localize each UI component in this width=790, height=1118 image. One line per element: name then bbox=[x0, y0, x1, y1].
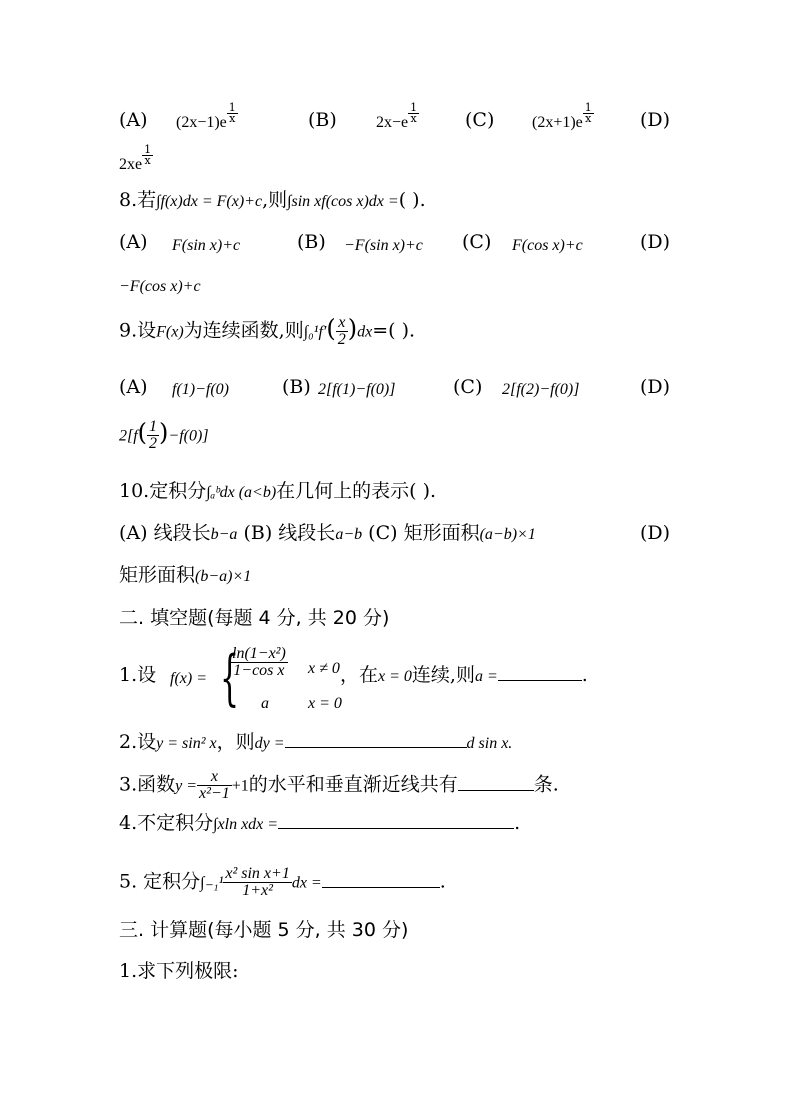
s2-q2-expr: y = sin² x bbox=[156, 735, 217, 752]
s2-q1-case1-fraction: $\frac{\text{ln(1−x²)}}{\text{1−cos x}}$ bbox=[232, 645, 286, 679]
q9-option-b-label: (B) bbox=[282, 376, 311, 398]
q9-lparen: ( bbox=[326, 314, 336, 343]
s2-q4-blank[interactable] bbox=[278, 812, 514, 829]
s2-q1-fx-label: f(x) = bbox=[170, 670, 207, 687]
q10-question bbox=[119, 480, 436, 504]
s2-q3-number: 3.函数 bbox=[119, 773, 176, 796]
s2-q5-integral: ∫₋₁¹ bbox=[200, 874, 224, 892]
q9-number: 9.设 bbox=[119, 319, 157, 342]
s2-q4-expr: ∫xln xdx = bbox=[213, 816, 279, 833]
s2-q1-end: . bbox=[581, 664, 588, 686]
q10-option-b-math: a−b bbox=[335, 526, 363, 543]
s2-q1-case2-cond-text: x = 0 bbox=[308, 695, 342, 712]
s2-q1-text: 连续,则 bbox=[411, 664, 475, 686]
q7-option-d-expr: 2xe bbox=[119, 156, 143, 173]
q8-option-b-label: (B) bbox=[297, 231, 326, 253]
q9-option-d bbox=[119, 419, 209, 452]
s2-q3-fraction: $\frac{x}{\text{x²−1}}$ bbox=[199, 768, 230, 802]
q7-option-d-label: (D) bbox=[640, 109, 671, 131]
s2-q1-number: 1.设 bbox=[119, 664, 157, 686]
q7-option-d bbox=[119, 142, 153, 176]
q9-function: F(x) bbox=[156, 323, 184, 341]
s2-q1-tail bbox=[340, 664, 588, 688]
q7-option-a-exp: $\frac{1}{x}$ bbox=[228, 100, 236, 125]
q9-fraction: $\frac{x}{2}$ bbox=[337, 314, 346, 348]
s2-q2-number: 2.设 bbox=[119, 731, 157, 753]
section2-heading: 二. 填空题(每题 4 分, 共 20 分) bbox=[119, 607, 390, 629]
q9-rparen: ) bbox=[347, 314, 358, 343]
q9-option-d-lparen: ( bbox=[137, 418, 148, 447]
q7-option-a-label: (A) bbox=[119, 109, 148, 131]
s2-q3-end: 条. bbox=[533, 773, 559, 796]
q10-option-b-label: (B) bbox=[243, 522, 273, 544]
s2-q1-case2-cond bbox=[308, 691, 342, 715]
q8-question bbox=[119, 189, 426, 213]
q9-option-d-fraction: $\frac{1}{2}$ bbox=[149, 418, 158, 452]
q8-tail: ( ). bbox=[398, 189, 426, 211]
s2-q2-end: d sin x. bbox=[466, 735, 513, 752]
q7-option-a-expr: (2x−1)e bbox=[176, 114, 227, 131]
q8-option-a-expr: F(sin x)+c bbox=[172, 237, 241, 254]
q7-option-c-label: (C) bbox=[465, 109, 495, 131]
s2-q5-end: . bbox=[439, 870, 446, 893]
q10-option-b-text: 线段长 bbox=[278, 522, 336, 544]
s2-q1-cont-point: x = 0 bbox=[378, 668, 412, 685]
s2-q1-a: a = bbox=[474, 668, 498, 685]
q8-option-c bbox=[512, 233, 583, 257]
q8-option-b bbox=[344, 233, 423, 257]
q10-expression: ∫ₐᵇdx (a<b) bbox=[206, 484, 277, 501]
q8-option-c-expr: F(cos x)+c bbox=[512, 237, 583, 254]
q10-option-a-math: b−a bbox=[210, 526, 238, 543]
q8-option-a bbox=[172, 233, 240, 257]
s2-q2-mid: ，则 bbox=[216, 731, 255, 753]
q8-number: 8.若 bbox=[119, 189, 157, 211]
q10-option-d bbox=[119, 564, 251, 588]
q7-option-c bbox=[532, 100, 594, 134]
s2-q1-brace: { bbox=[220, 643, 240, 713]
q9-text: 为连续函数,则 bbox=[183, 319, 304, 342]
q7-option-b bbox=[376, 100, 419, 134]
q8-option-d bbox=[119, 274, 201, 298]
s2-q1-fx bbox=[170, 666, 207, 690]
s2-q3-text: 的水平和垂直渐近线共有 bbox=[248, 773, 458, 796]
s2-q4-end: . bbox=[514, 812, 521, 834]
q9-dx: dx bbox=[357, 323, 373, 341]
q7-option-c-expr: (2x+1)e bbox=[532, 114, 583, 131]
q7-option-a bbox=[176, 100, 238, 134]
s3-q1: 1.求下列极限: bbox=[119, 960, 239, 982]
q9-option-a-label: (A) bbox=[119, 376, 148, 398]
s2-q1-case1-cond bbox=[308, 656, 340, 680]
s2-q3 bbox=[119, 769, 559, 802]
q10-option-a-text: 线段长 bbox=[153, 522, 211, 544]
s2-q5-fraction: $\frac{\text{x² sin x+1}}{\text{1+x²}}$ bbox=[225, 865, 290, 899]
q10-option-d-text: 矩形面积 bbox=[119, 564, 196, 586]
q9-option-d-label: (D) bbox=[640, 376, 671, 398]
s2-q2-blank[interactable] bbox=[285, 731, 467, 748]
q9-option-c-expr: 2[f(2)−f(0)] bbox=[502, 381, 580, 398]
q9-option-a bbox=[172, 377, 229, 401]
s2-q3-plus: +1 bbox=[231, 777, 249, 795]
q8-option-a-label: (A) bbox=[119, 231, 148, 253]
s2-q4-number: 4.不定积分 bbox=[119, 812, 214, 834]
q10-option-d-math: (b−a)×1 bbox=[195, 568, 252, 585]
s2-q4 bbox=[119, 812, 520, 836]
s2-q1-prefix bbox=[119, 664, 156, 686]
s2-q1-blank[interactable] bbox=[498, 664, 582, 681]
s2-q5-blank[interactable] bbox=[322, 871, 440, 888]
q8-option-d-expr: −F(cos x)+c bbox=[119, 278, 201, 295]
q7-option-d-exp: $\frac{1}{x}$ bbox=[144, 142, 152, 167]
q10-option-d-label: (D) bbox=[640, 522, 671, 544]
q8-option-b-expr: −F(sin x)+c bbox=[344, 237, 423, 254]
q9-integral: ∫₀¹f′ bbox=[303, 323, 327, 341]
s2-q2-dy: dy = bbox=[254, 735, 285, 752]
q8-condition: ∫f(x)dx = F(x)+c bbox=[156, 193, 263, 210]
q9-question bbox=[119, 315, 415, 348]
q10-text: 在几何上的表示( ). bbox=[276, 480, 437, 502]
s2-q1-case1-cond-text: x ≠ 0 bbox=[308, 660, 340, 677]
q9-option-d-pre: 2[f bbox=[119, 427, 138, 445]
q10-option-a-label: (A) bbox=[119, 522, 148, 544]
q8-option-d-label: (D) bbox=[640, 231, 671, 253]
q10-options-line bbox=[119, 522, 536, 546]
q8-expression: ∫sin xf(cos x)dx = bbox=[287, 193, 399, 210]
q9-option-d-post: −f(0)] bbox=[168, 427, 209, 445]
q9-option-c bbox=[502, 377, 579, 401]
s2-q1-case2 bbox=[261, 691, 269, 715]
q10-option-c-text: 矩形面积 bbox=[403, 522, 480, 544]
q7-option-b-expr: 2x−e bbox=[376, 114, 409, 131]
q9-option-c-label: (C) bbox=[453, 376, 483, 398]
s2-q1-mid: ，在 bbox=[340, 664, 379, 686]
s2-q5-dx: dx = bbox=[291, 874, 322, 892]
q7-option-b-label: (B) bbox=[308, 109, 337, 131]
q9-option-d-rparen: ) bbox=[159, 418, 169, 447]
s2-q5 bbox=[119, 866, 446, 899]
s2-q2 bbox=[119, 731, 512, 755]
q9-option-a-expr: f(1)−f(0) bbox=[172, 381, 229, 398]
q8-option-c-label: (C) bbox=[462, 231, 492, 253]
s2-q1-case1 bbox=[230, 646, 288, 679]
s2-q3-blank[interactable] bbox=[458, 774, 534, 791]
q10-option-c-label: (C) bbox=[368, 522, 398, 544]
s2-q3-y: y = bbox=[175, 777, 198, 795]
q9-option-b bbox=[318, 377, 395, 401]
q7-option-b-exp: $\frac{1}{x}$ bbox=[410, 100, 418, 125]
q10-option-c-math: (a−b)×1 bbox=[479, 526, 536, 543]
s2-q5-number: 5. 定积分 bbox=[119, 870, 201, 893]
q7-option-c-exp: $\frac{1}{x}$ bbox=[584, 100, 592, 125]
section3-heading: 三. 计算题(每小题 5 分, 共 30 分) bbox=[119, 919, 409, 941]
q9-tail: =( ). bbox=[372, 319, 416, 342]
q10-number: 10.定积分 bbox=[119, 480, 207, 502]
q9-option-b-expr: 2[f(1)−f(0)] bbox=[318, 381, 396, 398]
s2-q1-case2-text: a bbox=[261, 695, 269, 712]
q8-mid: ,则 bbox=[262, 189, 288, 211]
